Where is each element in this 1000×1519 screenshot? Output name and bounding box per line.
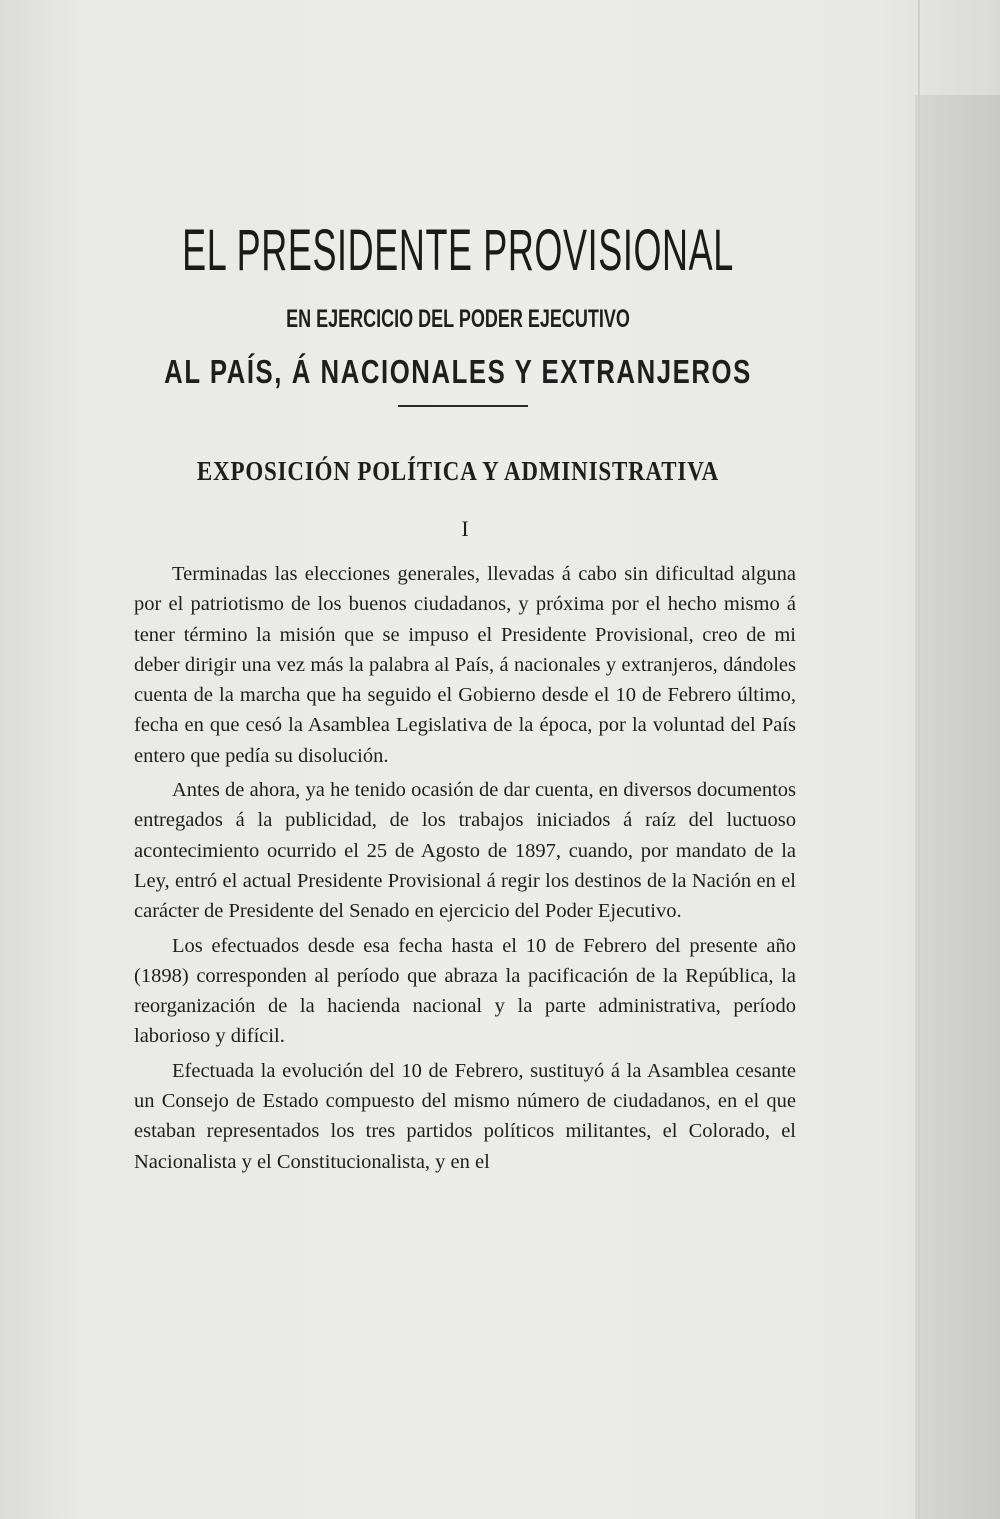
page-edge-line xyxy=(918,0,920,1519)
section-title: EXPOSICIÓN POLÍTICA Y ADMINISTRATIVA xyxy=(196,456,720,486)
document-addressee: AL PAÍS, Á NACIONALES Y EXTRANJEROS xyxy=(164,353,752,390)
paragraph: Antes de ahora, ya he tenido ocasión de dar cuenta, en diversos documentos entregados á la publicidad, de los trabajos iniciados á raíz del luctuoso acontecimiento ocurrido el 25 de Agosto de 1897, cuando, por mandato de la Ley, entró el actual Presidente Provisional á regir los destinos de la Nación en el carácter de Presidente del Senado en ejercicio del Poder Ejecutivo. xyxy=(134,779,796,923)
section-numeral: I xyxy=(461,516,469,541)
body-text xyxy=(134,559,796,1181)
document-subtitle: EN EJERCICIO DEL PODER EJECUTIVO xyxy=(286,305,630,333)
paragraph: Los efectuados desde esa fecha hasta el 10 de Febrero del presente año (1898) corresponden al período que abraza la pacificación de la República, la reorganización de la hacienda nacional y la parte administrativa, período laborioso y difícil. xyxy=(134,934,796,1048)
page-edge-shadow xyxy=(915,95,1000,1519)
paragraph: Efectuada la evolución del 10 de Febrero, sustituyó á la Asamblea cesante un Consejo de Estado compuesto del mismo número de ciudadanos, en el que estaban representados los tres partidos políticos militantes, el Colorado, el Nacionalista y el Constitucionalista, y en el xyxy=(134,1059,796,1173)
paragraph: Terminadas las elecciones generales, llevadas á cabo sin dificultad alguna por el patriotismo de los buenos ciudadanos, y próxima por el hecho mismo á tener término la misión que se impuso el Presidente Provisional, creo de mi deber dirigir una vez más la palabra al País, á nacionales y extranjeros, dándoles cuenta de la marcha que ha seguido el Gobierno desde el 10 de Febrero último, fecha en que cesó la Asamblea Legislativa de la época, por la voluntad del País entero que pedía su disolución. xyxy=(134,563,796,767)
document-title: EL PRESIDENTE PROVISIONAL xyxy=(182,218,734,283)
title-divider xyxy=(398,405,528,407)
